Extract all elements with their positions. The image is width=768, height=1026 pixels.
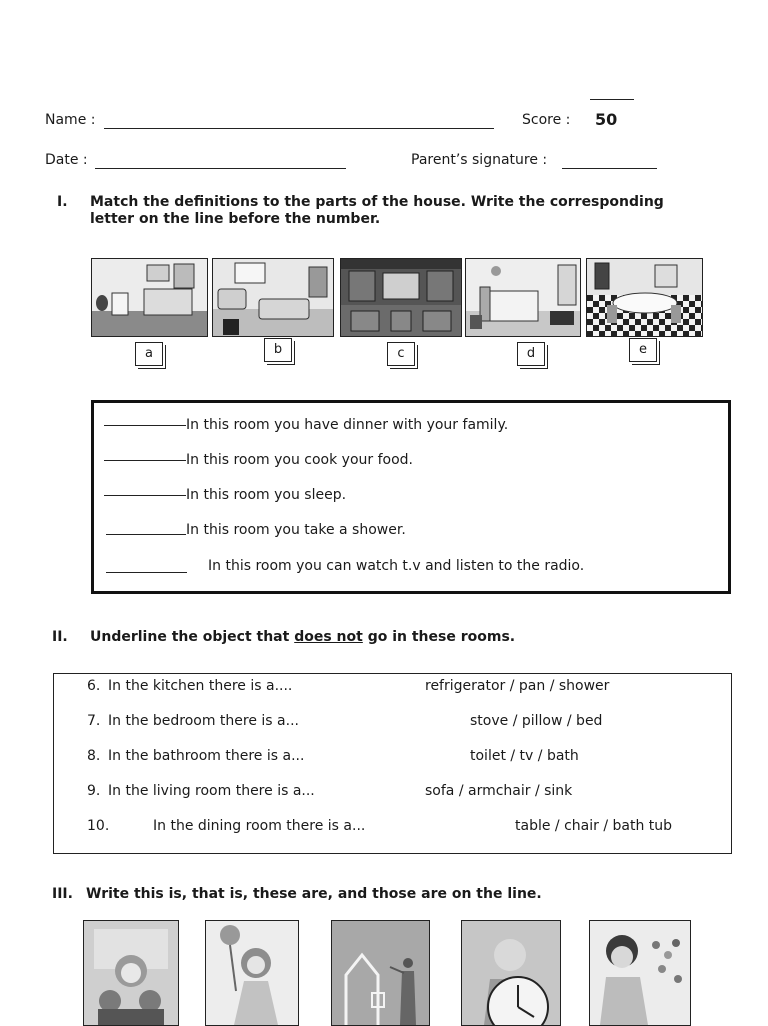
table-row-num-6: 6.: [87, 678, 101, 694]
name-row: [45, 112, 95, 128]
table-row-num-10: 10.: [87, 818, 110, 834]
table-row-text-8: In the bathroom there is a...: [108, 748, 305, 764]
section2-instruction-after: go in these rooms.: [362, 629, 516, 645]
girl-with-dolls-photo: [83, 920, 179, 1026]
answer-line-5[interactable]: [106, 572, 187, 573]
letter-box-a: a: [135, 342, 163, 366]
boy-with-letters-photo: [589, 920, 691, 1026]
parent-signature-line[interactable]: [562, 152, 657, 169]
woman-with-clock-photo: [461, 920, 561, 1026]
girl-with-flower-photo: [205, 920, 299, 1026]
table-row-options-9[interactable]: sofa / armchair / sink: [425, 783, 573, 799]
table-row-text-9: In the living room there is a...: [108, 783, 315, 799]
table-row-text-10: In the dining room there is a...: [153, 818, 366, 834]
letter-box-e: e: [629, 338, 657, 362]
section1-instruction-line1: Match the definitions to the parts of the house. Write the corresponding: [90, 194, 664, 210]
section2-instruction: [90, 629, 515, 645]
score-top-line: [590, 99, 634, 100]
section2-number: II.: [52, 629, 68, 645]
table-row-text-7: In the bedroom there is a...: [108, 713, 299, 729]
woman-drawing-house-photo: [331, 920, 430, 1026]
definition-4: In this room you take a shower.: [186, 522, 406, 538]
letter-box-b: b: [264, 338, 292, 362]
parent-signature-label: Parent’s signature :: [411, 152, 548, 168]
letter-box-c: c: [387, 342, 415, 366]
answer-line-3[interactable]: [104, 495, 186, 496]
table-row-num-7: 7.: [87, 713, 101, 729]
section1-number: I.: [57, 194, 68, 210]
score-value: 50: [595, 110, 618, 129]
date-label: Date :: [45, 152, 88, 168]
name-line[interactable]: [104, 112, 494, 129]
name-label: Name :: [45, 112, 96, 128]
definition-1: In this room you have dinner with your family.: [186, 417, 509, 433]
letter-box-d: d: [517, 342, 545, 366]
date-line[interactable]: [95, 152, 346, 169]
section2-instruction-before: Underline the object that: [90, 629, 295, 645]
definition-5: In this room you can watch t.v and listen to the radio.: [208, 558, 585, 574]
bedroom-picture: [465, 258, 581, 337]
section1-instruction: [90, 194, 720, 228]
answer-line-1[interactable]: [104, 425, 186, 426]
table-row-options-7[interactable]: stove / pillow / bed: [470, 713, 603, 729]
dining-room-picture: [586, 258, 703, 337]
section1-instruction-line2: letter on the line before the number.: [90, 211, 381, 227]
table-row-text-6: In the kitchen there is a....: [108, 678, 293, 694]
table-row-num-9: 9.: [87, 783, 101, 799]
answer-line-4[interactable]: [106, 534, 186, 535]
bathroom-picture: [91, 258, 208, 337]
table-row-options-6[interactable]: refrigerator / pan / shower: [425, 678, 610, 694]
definition-2: In this room you cook your food.: [186, 452, 414, 468]
table-row-options-8[interactable]: toilet / tv / bath: [470, 748, 579, 764]
table-row-options-10[interactable]: table / chair / bath tub: [515, 818, 673, 834]
kitchen-picture: [340, 258, 462, 337]
definition-3: In this room you sleep.: [186, 487, 347, 503]
answer-line-2[interactable]: [104, 460, 186, 461]
section3-instruction: Write this is, that is, these are, and those are on the line.: [86, 886, 542, 902]
section3-number: III.: [52, 886, 73, 902]
living-room-picture: [212, 258, 334, 337]
table-row-num-8: 8.: [87, 748, 101, 764]
section2-instruction-underlined: does not: [294, 629, 363, 645]
score-label: Score :: [522, 112, 571, 128]
